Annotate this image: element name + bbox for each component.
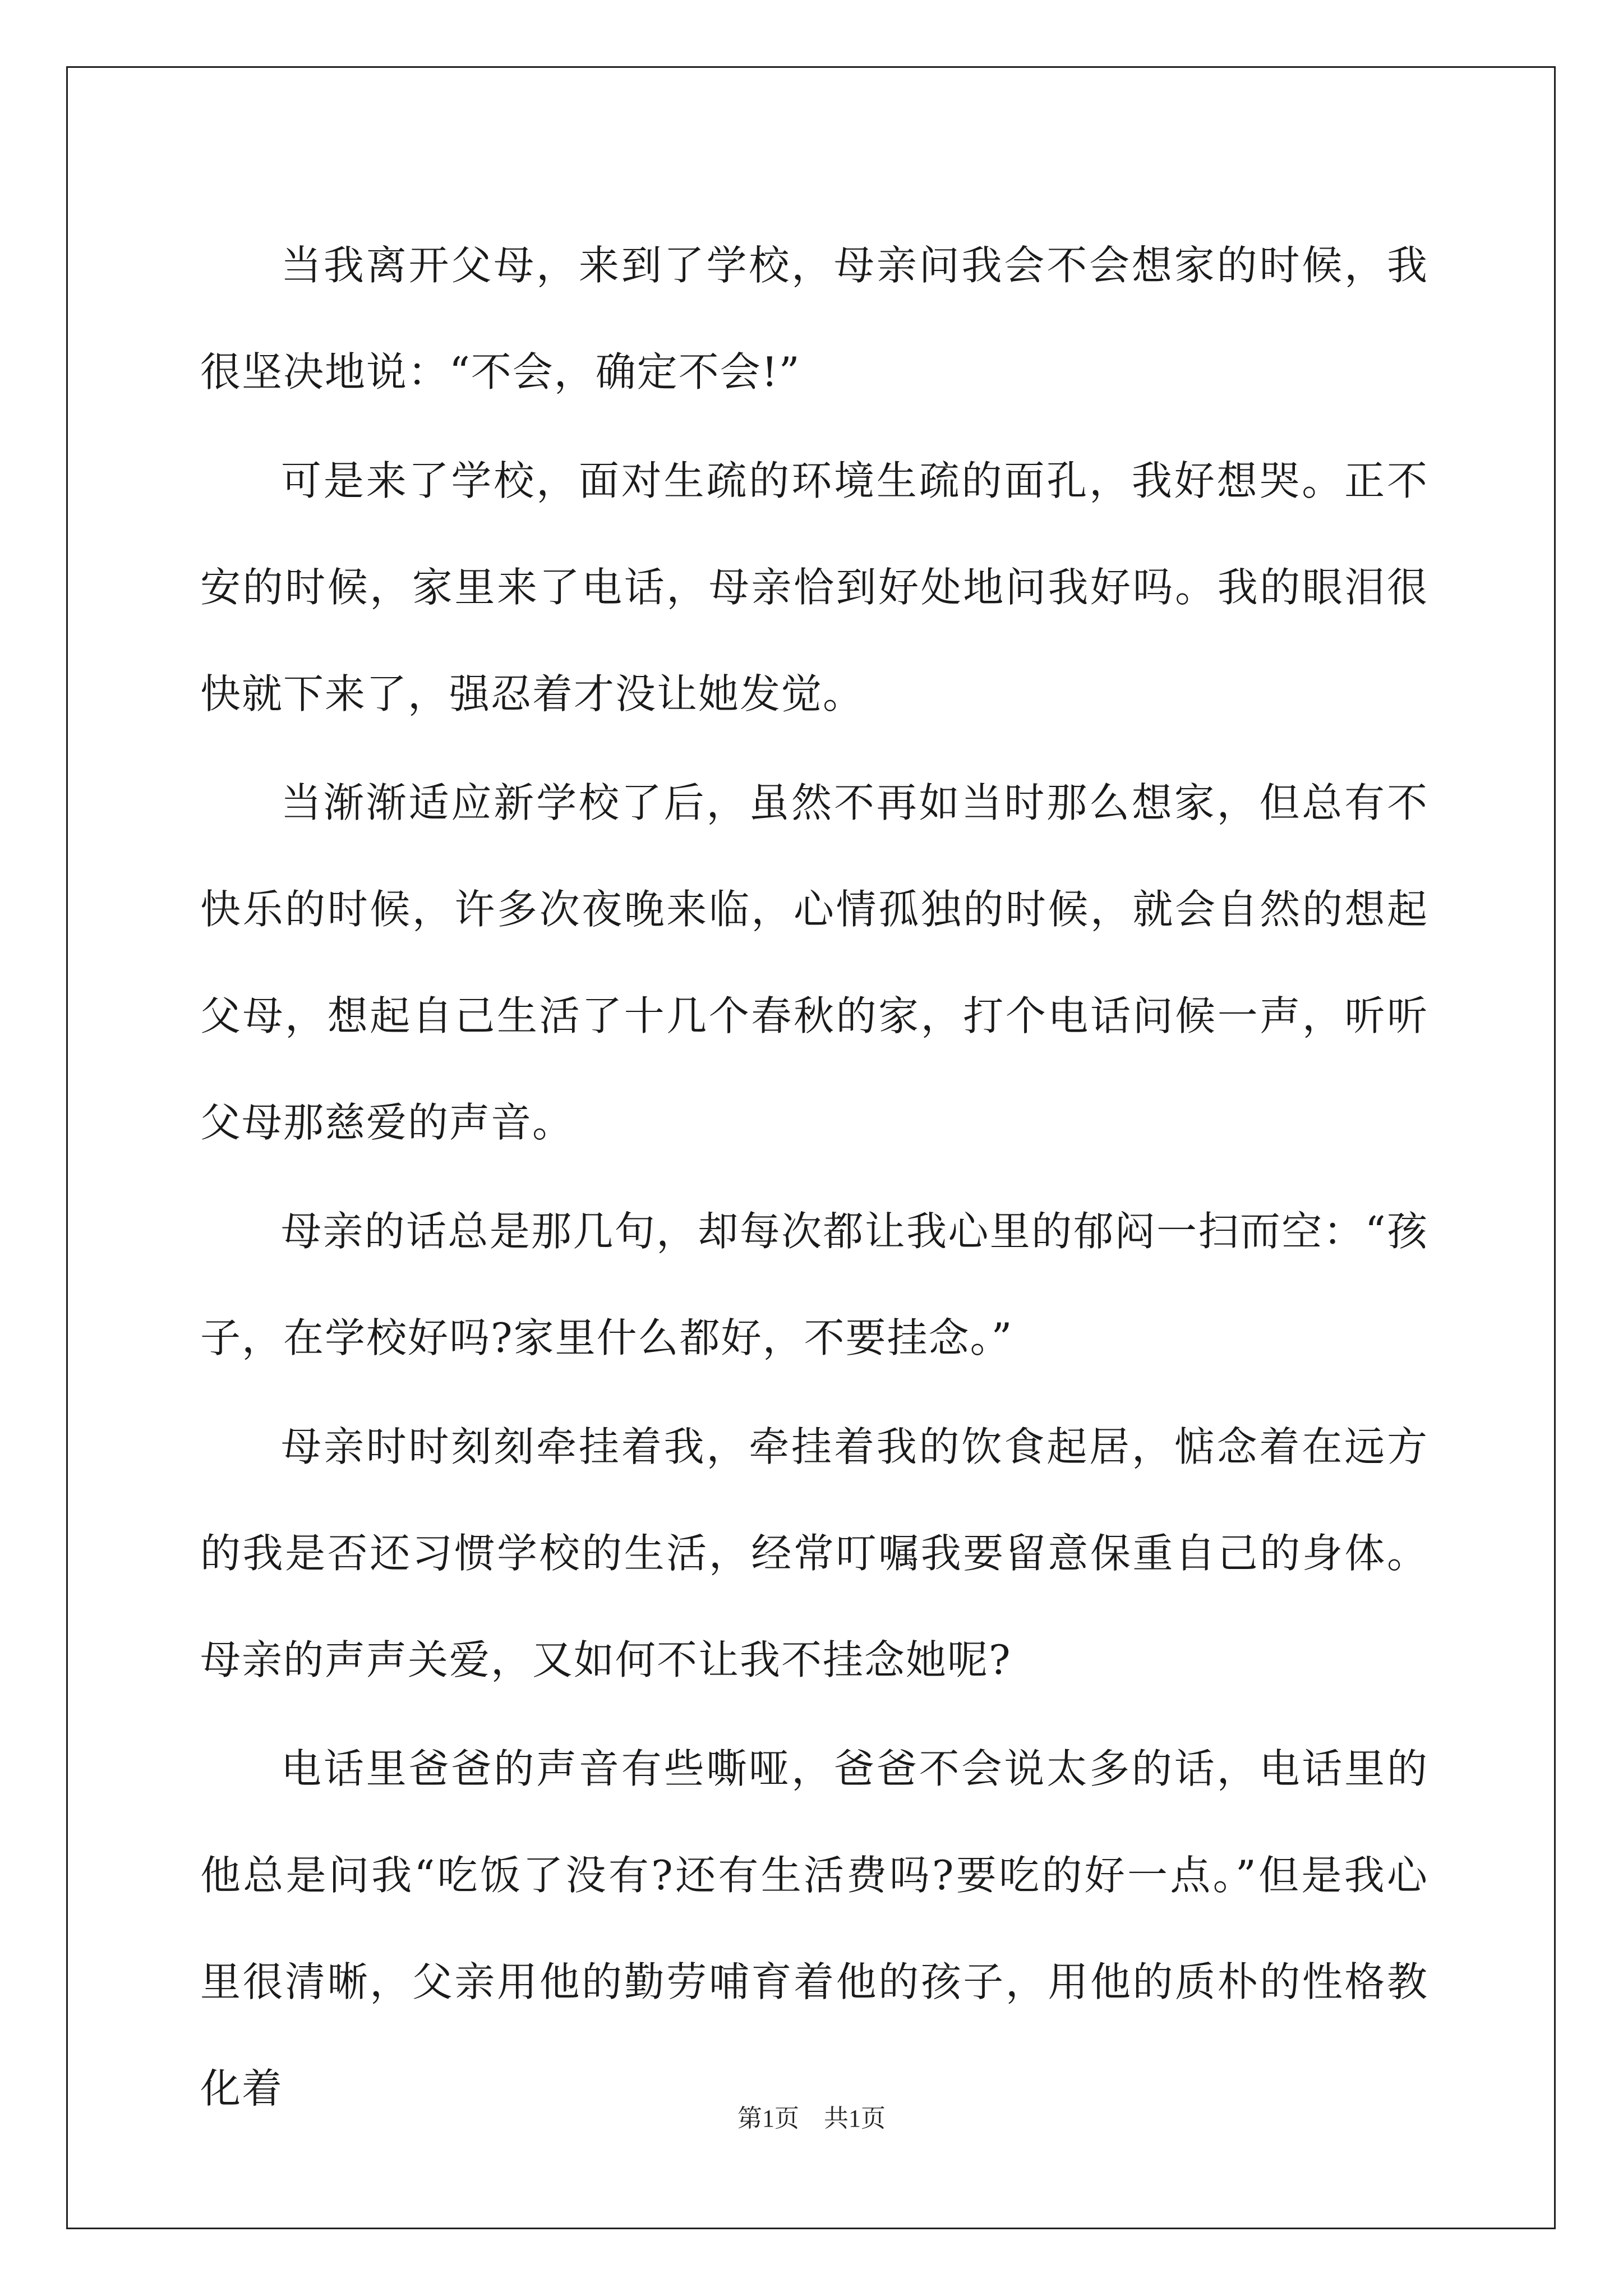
paragraph: 母亲时时刻刻牵挂着我，牵挂着我的饮食起居，惦念着在远方的我是否还习惯学校的生活，经常叮嘱我要留意保重自己的身体。母亲的声声关爱，又如何不让我不挂念她呢?	[200, 1423, 1428, 1683]
paragraph: 可是来了学校，面对生疏的环境生疏的面孔，我好想哭。正不安的时候，家里来了电话，母亲恰到好处地问我好吗。我的眼泪很快就下来了，强忍着才没让她发觉。	[200, 457, 1428, 717]
paragraph: 电话里爸爸的声音有些嘶哑，爸爸不会说太多的话，电话里的他总是问我“吃饭了没有?还有生活费吗?要吃的好一点。”但是我心里很清晰，父亲用他的勤劳哺育着他的孩子，用他的质朴的性格教化着	[200, 1745, 1428, 2112]
paragraph: 当渐渐适应新学校了后，虽然不再如当时那么想家，但总有不快乐的时候，许多次夜晚来临，心情孤独的时候，就会自然的想起父母，想起自己生活了十几个春秋的家，打个电话问候一声，听听父母那慈爱的声音。	[200, 779, 1428, 1146]
paragraph: 当我离开父母，来到了学校，母亲问我会不会想家的时候，我很坚决地说：“不会，确定不会!”	[200, 242, 1428, 395]
document-body	[200, 212, 1428, 2144]
page-footer: 第1页 共1页	[737, 2105, 886, 2132]
paragraph: 母亲的话总是那几句，却每次都让我心里的郁闷一扫而空：“孩子，在学校好吗?家里什么都好，不要挂念。”	[200, 1208, 1428, 1361]
